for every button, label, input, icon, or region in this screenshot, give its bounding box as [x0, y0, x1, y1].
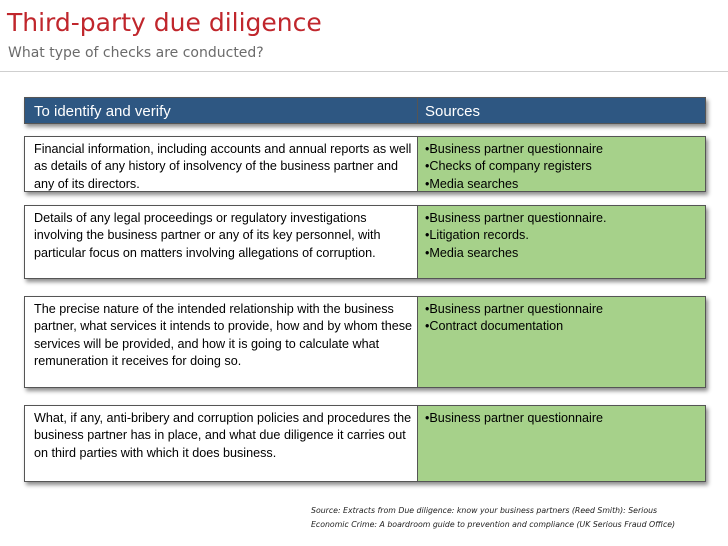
row-sources: [418, 205, 706, 279]
table-row: [24, 405, 706, 482]
footnote-line: Economic Crime: A boardroom guide to prevention and compliance (UK Serious Fraud Office): [311, 520, 676, 529]
source-item: •Media searches: [425, 176, 519, 191]
source-item: •Business partner questionnaire: [425, 411, 604, 425]
page-title: Third-party due diligence: [7, 8, 322, 37]
source-item: •Business partner questionnaire.: [425, 211, 607, 225]
row-description: What, if any, anti-bribery and corruption policies and procedures the business partner has in place, and what due diligence it carries out on third parties with which it does business.: [24, 405, 418, 482]
row-description: Details of any legal proceedings or regulatory investigations involving the business partner or any of its key personnel, with particular focus on matters involving allegations of corruption.: [24, 205, 418, 279]
header-sources: Sources: [418, 97, 706, 124]
page-subtitle: What type of checks are conducted?: [8, 45, 264, 61]
source-item: •Business partner questionnaire: [425, 302, 604, 316]
table-row: [24, 296, 706, 388]
source-item: •Media searches: [425, 245, 519, 260]
table-header: [24, 97, 706, 124]
row-description: The precise nature of the intended relationship with the business partner, what services it intends to provide, how and by whom these services will be provided, and how it is going to calculate what remuneration it receives for doing so.: [24, 296, 418, 388]
source-item: •Contract documentation: [425, 319, 564, 334]
source-item: •Business partner questionnaire: [425, 142, 604, 156]
source-footnote: [311, 504, 711, 532]
source-item: •Litigation records.: [425, 228, 529, 243]
source-item: •Checks of company registers: [425, 159, 592, 174]
row-sources: [418, 405, 706, 482]
table-row: [24, 136, 706, 192]
footnote-line: Source: Extracts from Due diligence: know your business partners (Reed Smith): Serious: [311, 506, 658, 515]
row-sources: [418, 136, 706, 192]
row-description: Financial information, including accounts and annual reports as well as details of any history of insolvency of the business partner and any of its directors.: [24, 136, 418, 192]
row-sources: [418, 296, 706, 388]
header-identify-verify: To identify and verify: [24, 97, 418, 124]
title-divider: [0, 71, 728, 72]
table-row: [24, 205, 706, 279]
